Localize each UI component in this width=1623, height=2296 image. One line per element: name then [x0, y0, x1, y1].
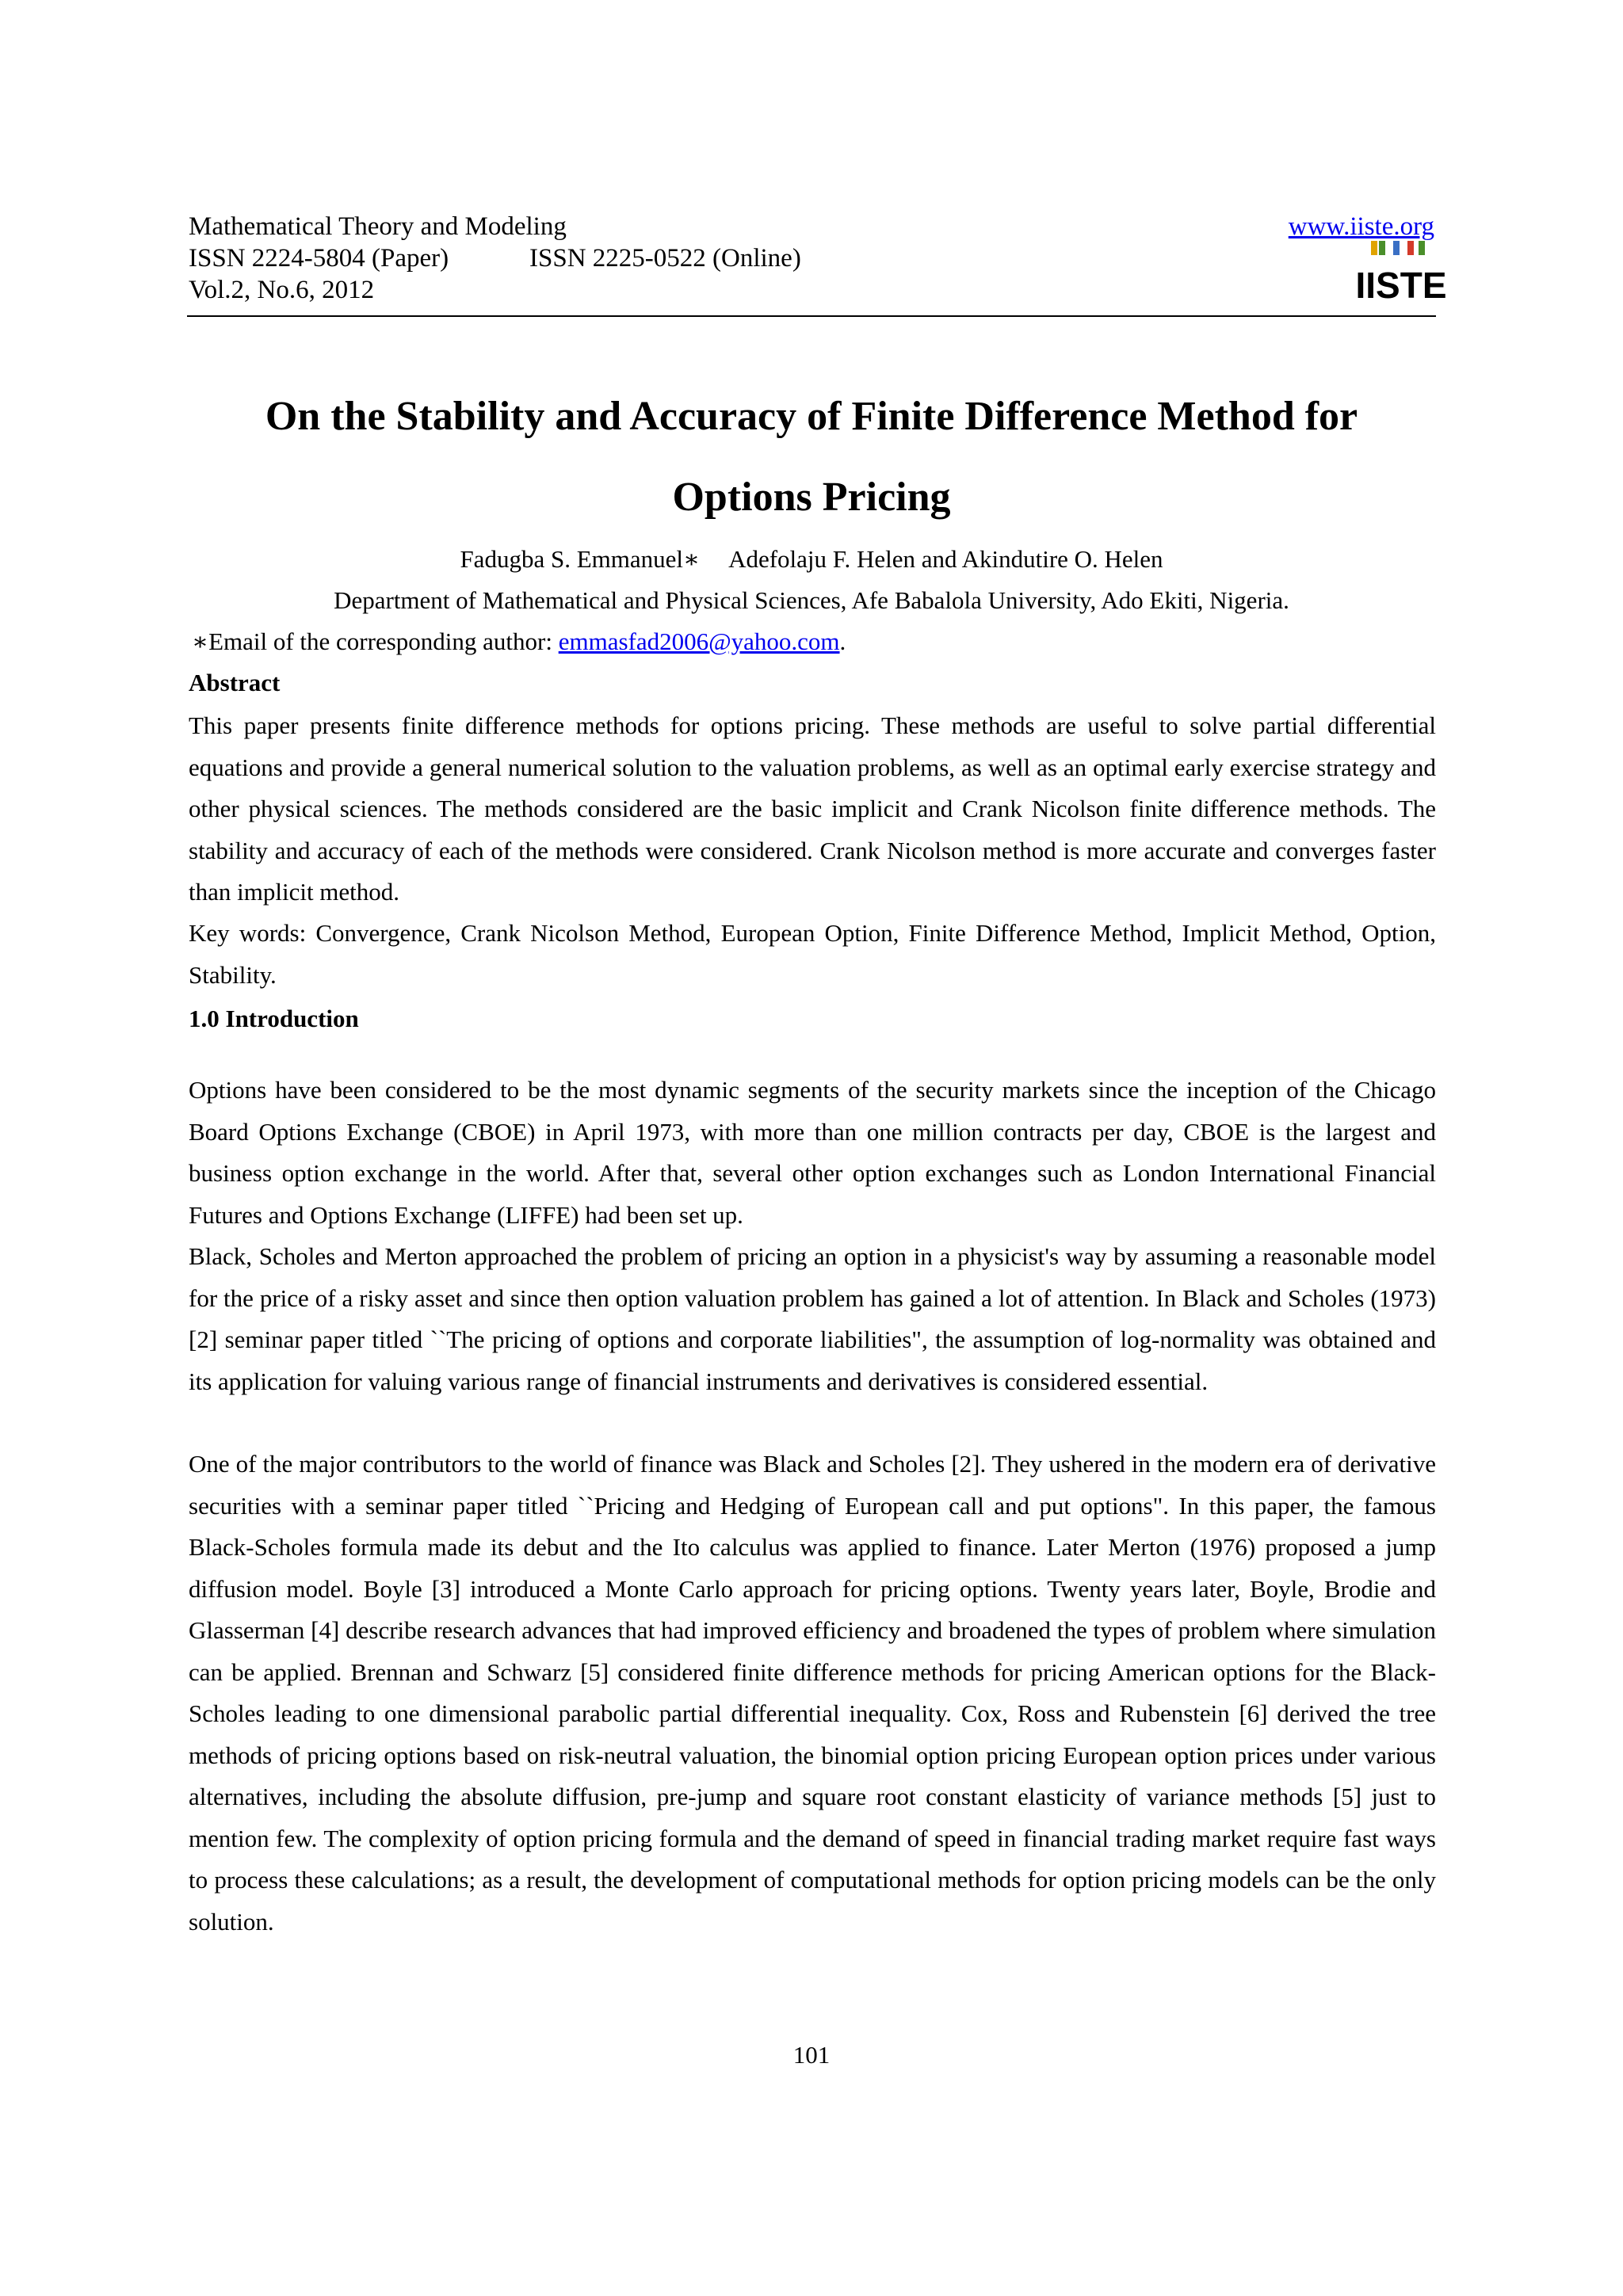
abstract-heading: Abstract — [189, 669, 281, 696]
abstract-text: This paper presents finite difference methods for options pricing. These methods are useful to solve partial differential equations and provide a general numerical solution to the valuation problems, as well as an optimal early exercise strategy and other physical sciences. The methods considered are the basic implicit and Crank Nicolson finite difference methods. The stability and accuracy of each of the methods were considered. Crank Nicolson method is more accurate and converges faster than implicit method. — [189, 711, 1436, 906]
volume-issue: Vol.2, No.6, 2012 — [189, 276, 375, 304]
page-number: 101 — [792, 2041, 831, 2069]
paper-title-line-1: On the Stability and Accuracy of Finite Difference Method for — [265, 394, 1358, 439]
email-link[interactable]: emmasfad2006@yahoo.com — [558, 627, 840, 655]
svg-text:IISTE: IISTE — [1355, 265, 1447, 306]
corresponding-email-line — [192, 626, 846, 658]
header-divider — [187, 315, 1436, 317]
iiste-logo — [1355, 239, 1447, 306]
intro-paragraph-3: One of the major contributors to the world of finance was Black and Scholes [2]. They ushered in the modern era of derivative securities with a seminar paper titled ``Pricing and Hedging of European call and put options". In this paper, the famous Black-Scholes formula made its debut and the Ito calculus was applied to finance. Later Merton (1976) proposed a jump diffusion model. Boyle [3] introduced a Monte Carlo approach for pricing options. Twenty years later, Boyle, Brodie and Glasserman [4] describe research advances that had improved efficiency and broadened the types of problem where simulation can be applied. Brennan and Schwarz [5] considered finite difference methods for pricing American options for the Black-Scholes leading to one dimensional parabolic partial differential inequality. Cox, Ross and Rubenstein [6] derived the tree methods of pricing options based on risk-neutral valuation, the binomial option pricing European option prices under various alternatives, including the absolute diffusion, pre-jump and square root constant elasticity of variance methods [5] just to mention few. The complexity of option pricing formula and the demand of speed in financial trading market require fast ways to process these calculations; as a result, the development of computational methods for option pricing models can be the only solution. — [189, 1450, 1436, 1936]
journal-name: Mathematical Theory and Modeling — [189, 212, 567, 241]
introduction-heading: 1.0 Introduction — [189, 1005, 359, 1032]
intro-paragraph-2: Black, Scholes and Merton approached the problem of pricing an option in a physicist's way by assuming a reasonable model for the price of a risky asset and since then option valuation problem has gained a lot of attention. In Black and Scholes (1973) [2] seminar paper titled ``The pricing of options and corporate liabilities", the assumption of log-normality was obtained and its application for valuing various range of financial instruments and derivatives is considered essential. — [189, 1242, 1436, 1395]
affiliation: Department of Mathematical and Physical Sciences, Afe Babalola University, Ado Ekiti, Nigeria. — [334, 586, 1289, 614]
email-label: ∗Email of the corresponding author: — [192, 627, 559, 655]
primary-author: Fadugba S. Emmanuel∗ — [460, 545, 701, 573]
keywords: Key words: Convergence, Crank Nicolson Method, European Option, Finite Difference Method, Implicit Method, Option, Stability. — [189, 919, 1436, 989]
email-suffix: . — [839, 627, 846, 655]
journal-url-link[interactable]: www.iiste.org — [1288, 212, 1434, 241]
issn-paper: ISSN 2224-5804 (Paper) — [189, 244, 449, 273]
co-authors: Adefolaju F. Helen and Akindutire O. Helen — [728, 545, 1163, 573]
paper-title-line-2: Options Pricing — [672, 475, 951, 520]
intro-paragraph-1: Options have been considered to be the most dynamic segments of the security markets since the inception of the Chicago Board Options Exchange (CBOE) in April 1973, with more than one million contracts per day, CBOE is the largest and business option exchange in the world. After that, several other option exchanges such as London International Financial Futures and Options Exchange (LIFFE) had been set up. — [189, 1076, 1436, 1229]
authors — [0, 543, 1623, 575]
issn-online: ISSN 2225-0522 (Online) — [529, 244, 801, 273]
